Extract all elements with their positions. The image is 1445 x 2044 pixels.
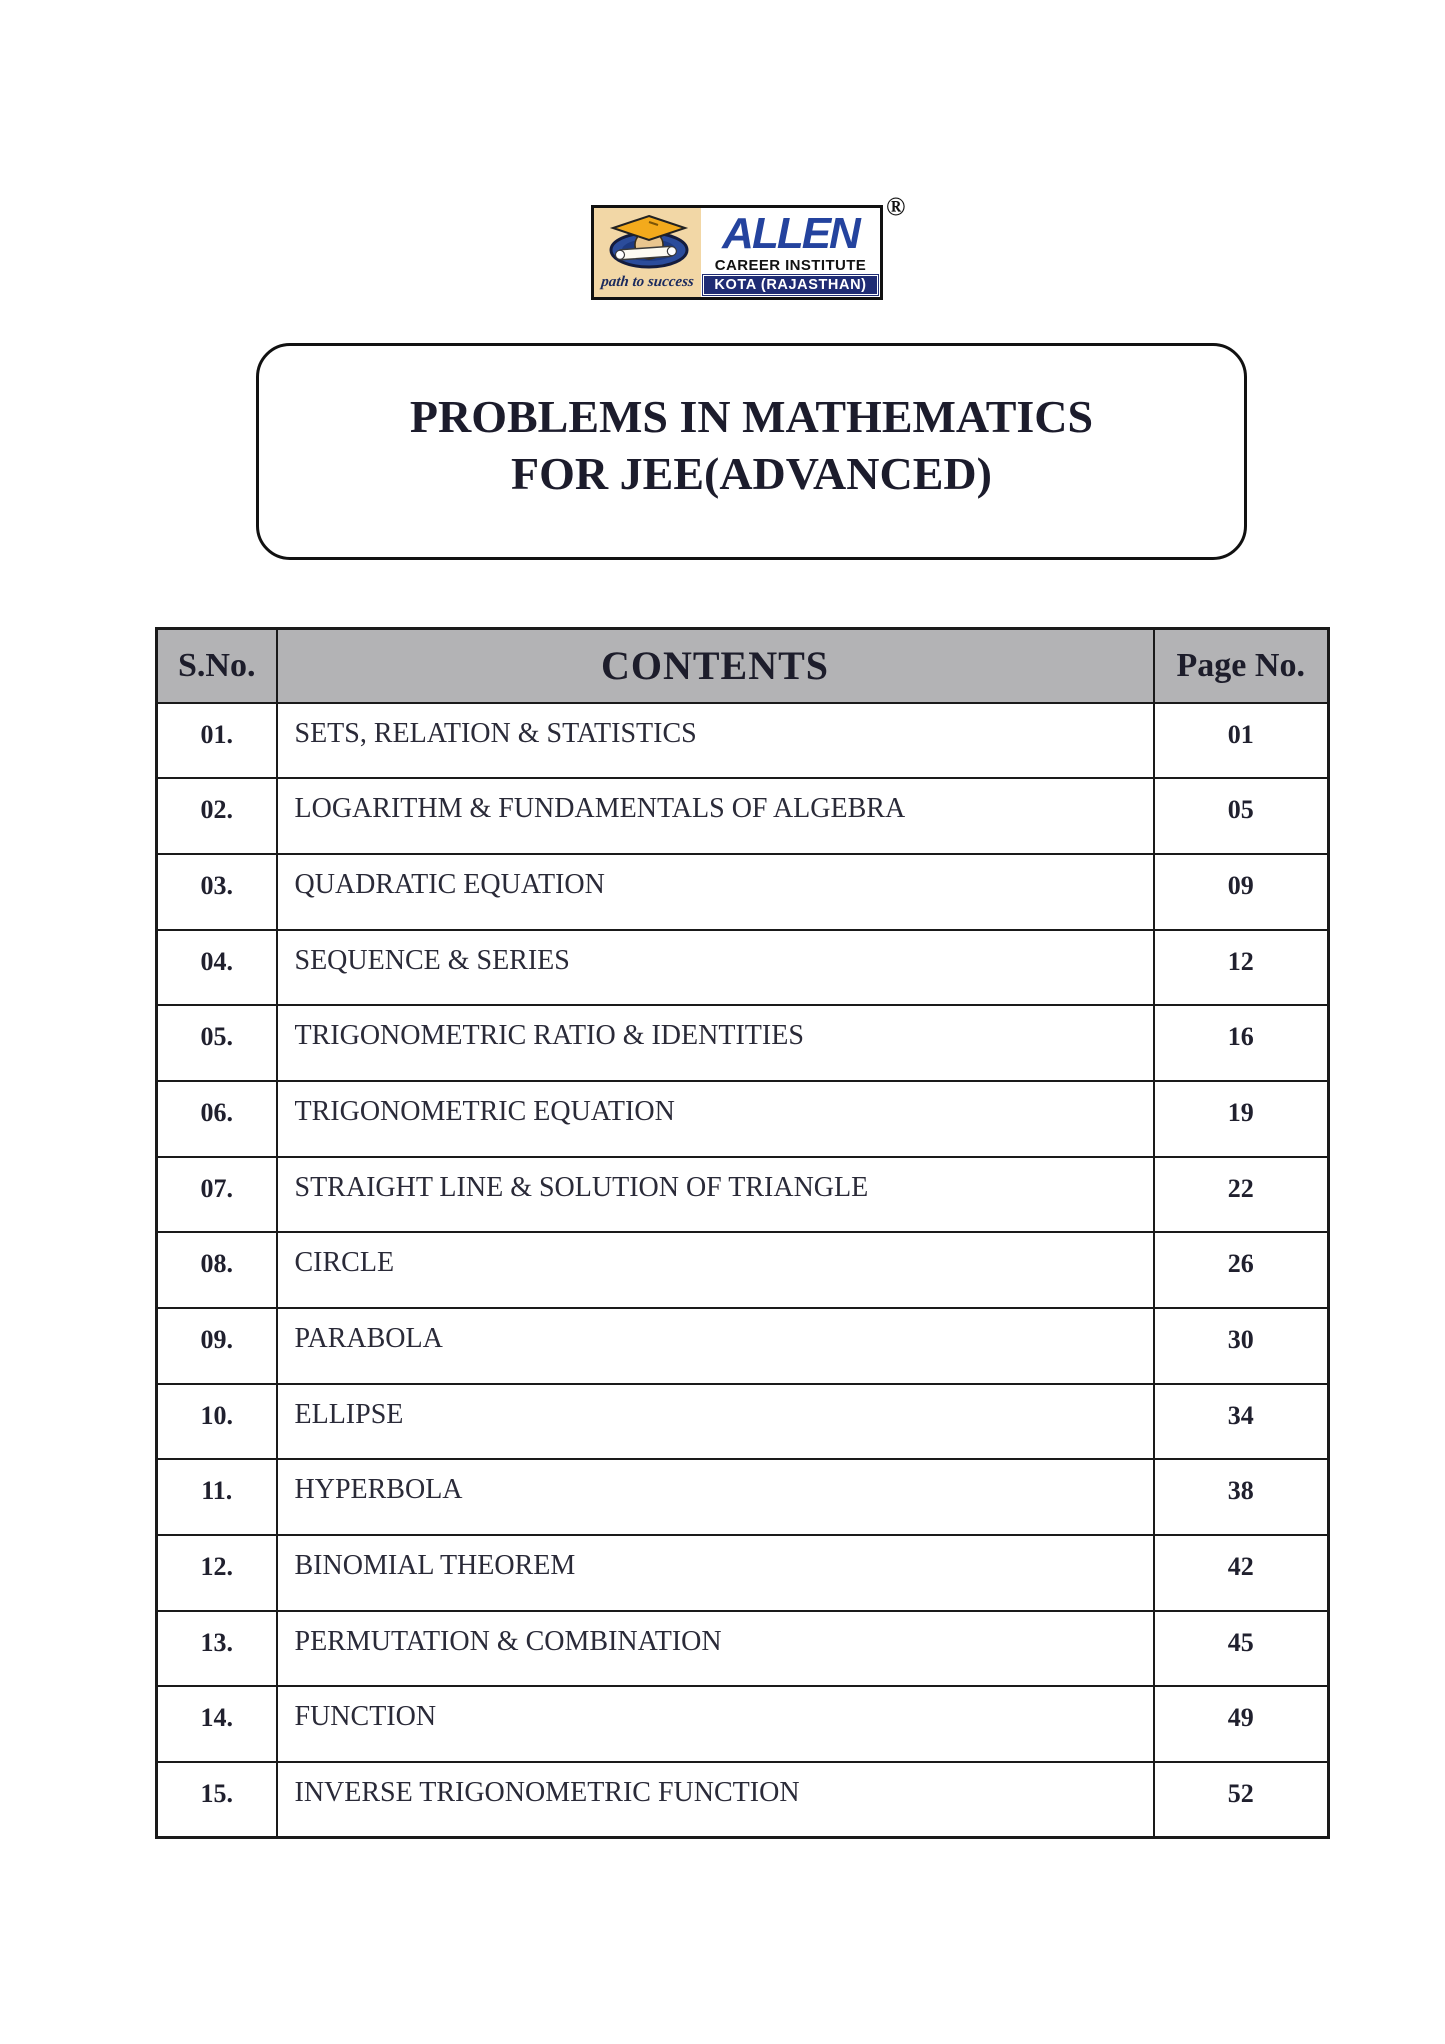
row-page-number: 49 bbox=[1154, 1686, 1329, 1762]
row-chapter-title: HYPERBOLA bbox=[277, 1459, 1154, 1535]
table-row bbox=[157, 1157, 1329, 1233]
row-page-number: 09 bbox=[1154, 854, 1329, 930]
row-serial-number: 08. bbox=[157, 1232, 277, 1308]
table-row bbox=[157, 1081, 1329, 1157]
book-title-line1: PROBLEMS IN MATHEMATICS bbox=[409, 391, 1094, 442]
logo-tagline: path to success bbox=[600, 274, 695, 290]
row-page-number: 26 bbox=[1154, 1232, 1329, 1308]
row-chapter-title: FUNCTION bbox=[277, 1686, 1154, 1762]
row-page-number: 52 bbox=[1154, 1762, 1329, 1838]
logo-brand-text: ALLEN bbox=[722, 208, 859, 258]
row-chapter-title: CIRCLE bbox=[277, 1232, 1154, 1308]
row-chapter-title: PARABOLA bbox=[277, 1308, 1154, 1384]
logo-text-panel bbox=[701, 208, 880, 297]
row-chapter-title: TRIGONOMETRIC RATIO & IDENTITIES bbox=[277, 1005, 1154, 1081]
table-row bbox=[157, 1459, 1329, 1535]
row-page-number: 34 bbox=[1154, 1384, 1329, 1460]
table-row bbox=[157, 1535, 1329, 1611]
row-serial-number: 01. bbox=[157, 703, 277, 779]
contents-table bbox=[155, 627, 1330, 1839]
logo-location-text: KOTA (RAJASTHAN) bbox=[703, 275, 878, 295]
row-chapter-title: ELLIPSE bbox=[277, 1384, 1154, 1460]
row-serial-number: 02. bbox=[157, 778, 277, 854]
book-title-box bbox=[256, 343, 1247, 560]
row-chapter-title: LOGARITHM & FUNDAMENTALS OF ALGEBRA bbox=[277, 778, 1154, 854]
table-row bbox=[157, 1005, 1329, 1081]
allen-logo bbox=[591, 205, 883, 300]
row-serial-number: 15. bbox=[157, 1762, 277, 1838]
row-chapter-title: SETS, RELATION & STATISTICS bbox=[277, 703, 1154, 779]
row-chapter-title: STRAIGHT LINE & SOLUTION OF TRIANGLE bbox=[277, 1157, 1154, 1233]
table-row bbox=[157, 1384, 1329, 1460]
row-chapter-title: PERMUTATION & COMBINATION bbox=[277, 1611, 1154, 1687]
row-serial-number: 12. bbox=[157, 1535, 277, 1611]
table-header-row bbox=[157, 629, 1329, 703]
row-chapter-title: INVERSE TRIGONOMETRIC FUNCTION bbox=[277, 1762, 1154, 1838]
header-sno: S.No. bbox=[157, 629, 277, 703]
table-row bbox=[157, 1308, 1329, 1384]
row-page-number: 01 bbox=[1154, 703, 1329, 779]
row-serial-number: 07. bbox=[157, 1157, 277, 1233]
row-serial-number: 10. bbox=[157, 1384, 277, 1460]
row-serial-number: 14. bbox=[157, 1686, 277, 1762]
row-serial-number: 06. bbox=[157, 1081, 277, 1157]
table-row bbox=[157, 1232, 1329, 1308]
row-page-number: 45 bbox=[1154, 1611, 1329, 1687]
book-title-line2: FOR JEE(ADVANCED) bbox=[511, 448, 992, 499]
row-serial-number: 05. bbox=[157, 1005, 277, 1081]
row-chapter-title: QUADRATIC EQUATION bbox=[277, 854, 1154, 930]
row-page-number: 30 bbox=[1154, 1308, 1329, 1384]
logo-mascot-panel bbox=[594, 208, 701, 297]
table-row bbox=[157, 854, 1329, 930]
row-serial-number: 09. bbox=[157, 1308, 277, 1384]
logo-subtitle-text: CAREER INSTITUTE bbox=[714, 257, 867, 274]
row-serial-number: 13. bbox=[157, 1611, 277, 1687]
header-page: Page No. bbox=[1154, 629, 1329, 703]
row-page-number: 38 bbox=[1154, 1459, 1329, 1535]
table-row bbox=[157, 778, 1329, 854]
row-chapter-title: SEQUENCE & SERIES bbox=[277, 930, 1154, 1006]
row-chapter-title: TRIGONOMETRIC EQUATION bbox=[277, 1081, 1154, 1157]
row-page-number: 05 bbox=[1154, 778, 1329, 854]
row-page-number: 42 bbox=[1154, 1535, 1329, 1611]
graduation-cap-mascot-icon bbox=[598, 212, 698, 278]
row-page-number: 19 bbox=[1154, 1081, 1329, 1157]
row-page-number: 22 bbox=[1154, 1157, 1329, 1233]
row-serial-number: 11. bbox=[157, 1459, 277, 1535]
row-page-number: 12 bbox=[1154, 930, 1329, 1006]
row-page-number: 16 bbox=[1154, 1005, 1329, 1081]
table-row bbox=[157, 1762, 1329, 1838]
header-contents: CONTENTS bbox=[277, 629, 1154, 703]
table-row bbox=[157, 703, 1329, 779]
table-row bbox=[157, 1611, 1329, 1687]
table-row bbox=[157, 930, 1329, 1006]
row-serial-number: 03. bbox=[157, 854, 277, 930]
table-row bbox=[157, 1686, 1329, 1762]
row-chapter-title: BINOMIAL THEOREM bbox=[277, 1535, 1154, 1611]
registered-trademark-symbol: ® bbox=[886, 192, 906, 221]
row-serial-number: 04. bbox=[157, 930, 277, 1006]
